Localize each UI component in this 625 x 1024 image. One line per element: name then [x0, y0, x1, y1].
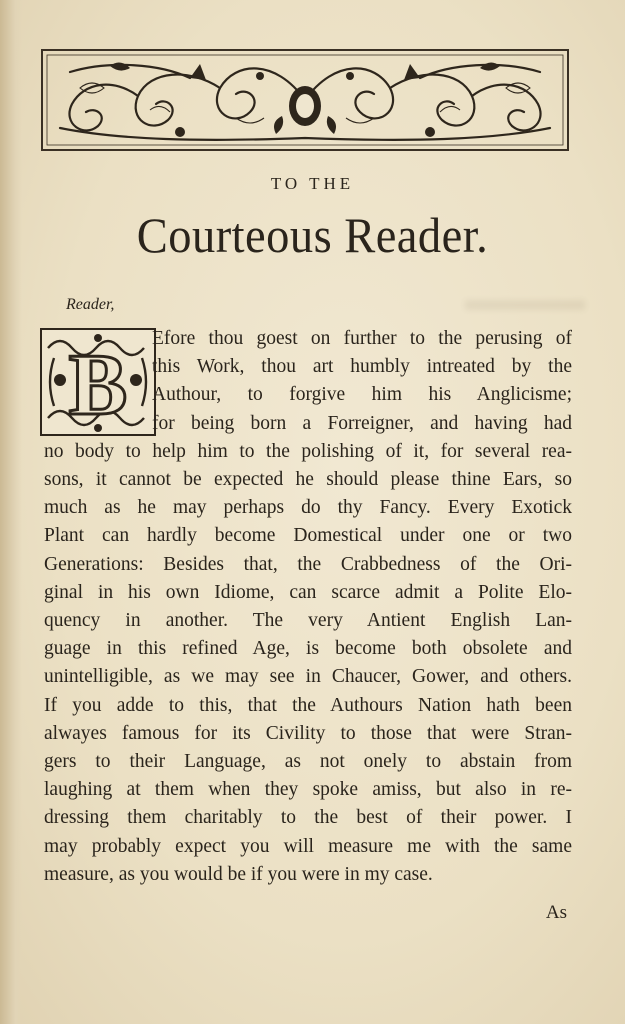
text-line: gers to their Language, as not onely to abstain from	[44, 751, 572, 772]
text-line: measure, as you would be if you were in my case.	[44, 863, 433, 885]
text-line: dressing them charitably to the best of their power. I	[44, 807, 572, 829]
show-through	[465, 300, 585, 310]
text-line: Efore thou goest on further to the perusing of	[152, 328, 572, 349]
text-line: alwayes famous for its Civility to those that were Stran-	[44, 722, 572, 744]
drop-cap-b-icon	[40, 328, 156, 436]
headpiece-ornament-icon	[40, 48, 570, 152]
text-line: much as he may perhaps do thy Fancy. Every Exotick	[44, 497, 572, 519]
drop-cap-letter: B	[68, 337, 128, 434]
text-line: laughing at them when they spoke amiss, but also in re-	[44, 779, 572, 801]
page-title: Courteous Reader.	[136, 207, 489, 263]
text-line: Authour, to forgive him his Anglicisme;	[152, 384, 572, 406]
text-line: Generations: Besides that, the Crabbedness of the Ori-	[44, 553, 572, 575]
text-line: for being born a Forreigner, and having had	[152, 412, 572, 434]
heading-to-the: TO THE	[270, 174, 355, 193]
text-line: may probably expect you will measure me with the same	[44, 835, 572, 857]
text-line: no body to help him to the polishing of it, for several rea-	[44, 440, 572, 462]
text-line: ginal in his own Idiome, can scarce admit a Polite Elo-	[44, 581, 572, 603]
salutation: Reader,	[66, 296, 115, 313]
page-binding-shadow	[0, 0, 22, 1024]
text-line: Plant can hardly become Domestical under one or two	[44, 525, 572, 547]
text-line: sons, it cannot be expected he should please thine Ears, so	[44, 469, 572, 490]
text-line: If you adde to this, that the Authours Nation hath been	[44, 694, 572, 716]
text-line: this Work, thou art humbly intreated by the	[152, 356, 572, 378]
text-line: guage in this refined Age, is become both obsolete and	[44, 638, 572, 660]
catchword: As	[545, 902, 567, 923]
text-line: quency in another. The very Antient English Lan-	[44, 610, 572, 631]
text-line: unintelligible, as we may see in Chaucer, Gower, and others.	[44, 666, 572, 688]
